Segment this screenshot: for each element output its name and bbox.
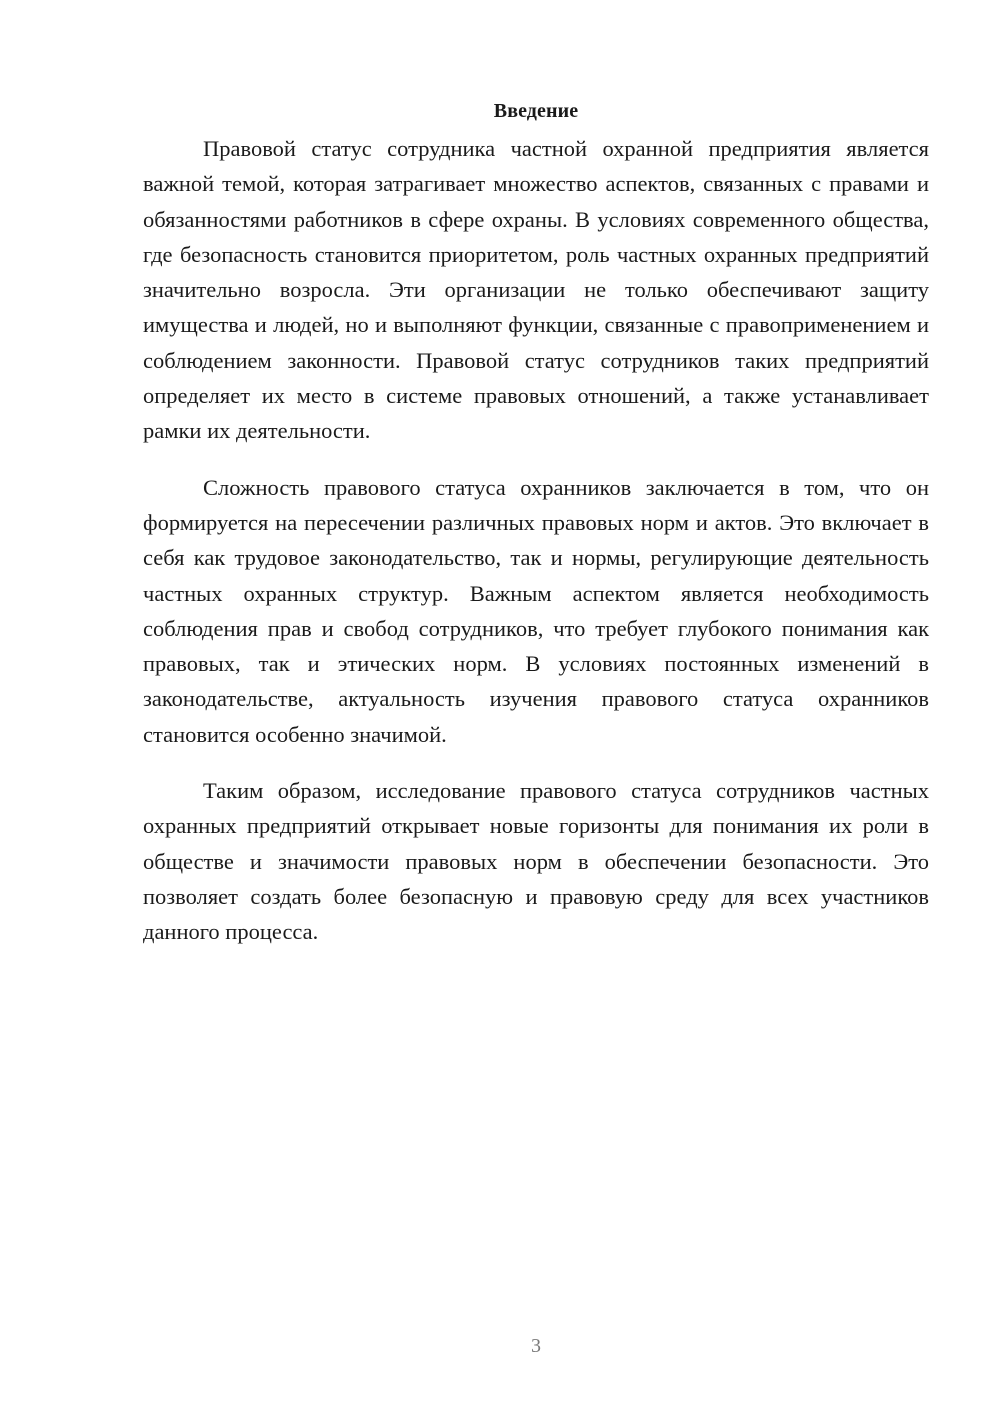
paragraph-3: Таким образом, исследование правового статуса сотрудников частных охранных предприятий открывает новые горизонты для понимания их роли в обществе и значимости правовых норм в обеспечении безопасности. Это позволяет создать более безопасную и правовую среду для всех участников данного процесса. [143, 778, 929, 945]
paragraph-1: Правовой статус сотрудника частной охранной предприятия является важной темой, которая затрагивает множество аспектов, связанных с правами и обязанностями работников в сфере охраны. В условиях современного общества, где безопасность становится приоритетом, роль частных охранных предприятий значительно возросла. Эти организации не только обеспечивают защиту имущества и людей, но и выполняют функции, связанные с правоприменением и соблюдением законности. Правовой статус сотрудников таких предприятий определяет их место в системе правовых отношений, а также устанавливает рамки их деятельности. [143, 136, 929, 444]
page-number: 3 [531, 1335, 541, 1357]
document-body [143, 96, 929, 971]
paragraph-2: Сложность правового статуса охранников заключается в том, что он формируется на пересечении различных правовых норм и актов. Это включает в себя как трудовое законодательство, так и нормы, регулирующие деятельность частных охранных структур. Важным аспектом является необходимость соблюдения прав и свобод сотрудников, что требует глубокого понимания как правовых, так и этических норм. В условиях постоянных изменений в законодательстве, актуальность изучения правового статуса охранников становится особенно значимой. [143, 474, 929, 747]
section-heading: Введение [493, 100, 579, 122]
